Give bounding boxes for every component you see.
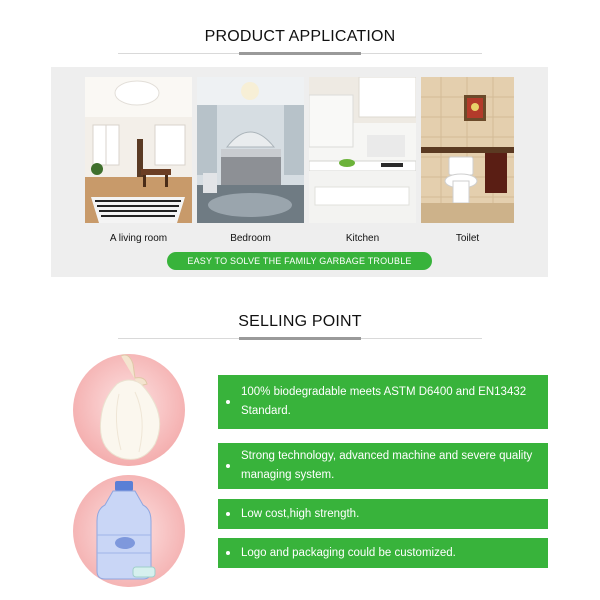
bag-circle-image bbox=[73, 354, 185, 466]
selling-point-title: SELLING POINT bbox=[238, 313, 362, 330]
room-label: A living room bbox=[109, 233, 168, 244]
selling-point-item bbox=[218, 443, 548, 489]
application-panel bbox=[51, 67, 548, 277]
room-label: Bedroom bbox=[230, 233, 271, 244]
bottle-circle-image bbox=[73, 475, 185, 587]
kitchen-image bbox=[309, 77, 416, 223]
bullet-dot bbox=[226, 512, 230, 516]
selling-point-item bbox=[218, 538, 548, 568]
living-room-image bbox=[85, 77, 192, 223]
product-application-title: PRODUCT APPLICATION bbox=[204, 28, 396, 45]
banner-pill: EASY TO SOLVE THE FAMILY GARBAGE TROUBLE bbox=[167, 252, 432, 270]
bullet-dot bbox=[226, 400, 230, 404]
selling-point-text: Strong technology, advanced machine and severe quality managing system. bbox=[241, 450, 533, 481]
room-label: Toilet bbox=[455, 233, 480, 244]
bullet-dot bbox=[226, 464, 230, 468]
selling-point-text: Logo and packaging could be customized. bbox=[241, 547, 456, 559]
room-label: Kitchen bbox=[345, 233, 380, 244]
title-accent-bar bbox=[239, 337, 361, 340]
title-accent-bar bbox=[239, 52, 361, 55]
selling-point-text: 100% biodegradable meets ASTM D6400 and EN13432 Standard. bbox=[241, 386, 527, 417]
selling-point-item bbox=[218, 375, 548, 429]
selling-point-text: Low cost,high strength. bbox=[241, 508, 360, 520]
bullet-dot bbox=[226, 551, 230, 555]
selling-point-item bbox=[218, 499, 548, 529]
bedroom-image bbox=[197, 77, 304, 223]
toilet-image bbox=[421, 77, 514, 223]
